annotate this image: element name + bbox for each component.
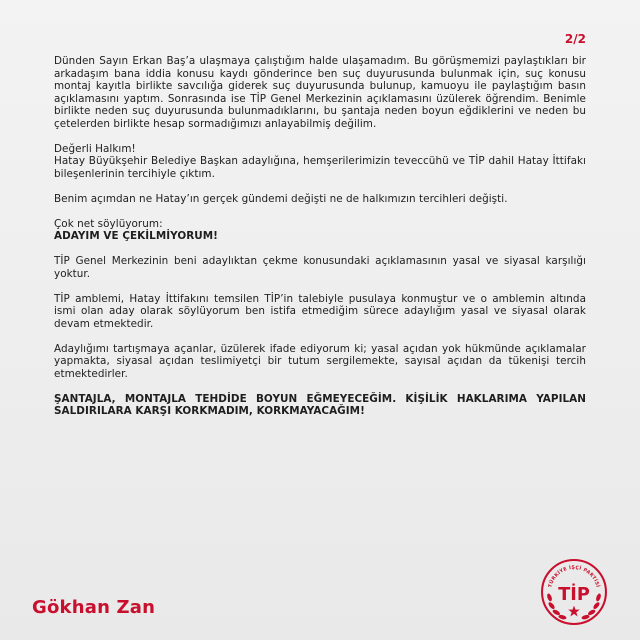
paragraph-emblem: TİP amblemi, Hatay İttifakını temsilen TİP’in talebiyle pusulaya konmuştur ve o amblemin altında ismi olan aday olarak söylüyorum ben istifa etmediğim sürece adaylığım yasal ve siyasal olarak devam etmektedir. xyxy=(54,292,586,330)
paragraph-agenda: Benim açımdan ne Hatay’ın gerçek gündemi değişti ne de halkımızın tercihleri değişti. xyxy=(54,192,508,205)
paragraph-declaration xyxy=(54,218,586,243)
paragraph-legal: TİP Genel Merkezinin beni adaylıktan çekme konusundaki açıklamasının yasal ve siyasal karşılığı yoktur. xyxy=(54,255,586,280)
logo-wordmark: TİP xyxy=(558,585,590,606)
paragraph-intro: Dünden Sayın Erkan Baş’a ulaşmaya çalıştığım halde ulaşamadım. Bu görüşmemizi paylaştıkları bir arkadaşım bana iddia konusu kaydı gönderince ben suç duyurusunda bulunmak için, suç konusu montaj kayıtla birlikte savcılığa giderek suç duyurusunda bulunup, kamuoyu ile paylaştığım basın açıklamasını yaptım. Sonrasında ise TİP Genel Merkezinin açıklamasını üzülerek öğrendim. Benimle birlikte neden suç duyurusunda bulunmadıklarını, bu şantaja neden boyun eğdiklerini ve neden bu çetelerden birlikte hesap sormadığımızı anlayabilmiş değilim. xyxy=(54,55,586,130)
paragraph-greeting xyxy=(54,143,586,181)
signature-name: Gökhan Zan xyxy=(32,597,156,618)
page-indicator: 2/2 xyxy=(564,32,586,46)
greeting-line: Değerli Halkım! xyxy=(54,142,136,155)
paragraph-critics: Adaylığımı tartışmaya açanlar, üzülerek ifade ediyorum ki; yasal açıdan yok hükmünde açıklamalar yapmakta, siyasal açıdan teslimiyetçi bir tutum sergilemekte, sayısal açıdan da tükenişi tercih etmektedirler. xyxy=(54,342,586,380)
greeting-body: Hatay Büyükşehir Belediye Başkan adaylığına, hemşerilerimizin teveccühü ve TİP dahil Hatay İttifakı bileşenlerinin tercihiyle çıktım. xyxy=(54,155,586,180)
declaration-emphasis: ADAYIM VE ÇEKİLMİYORUM! xyxy=(54,230,218,242)
paragraph-closing: ŞANTAJLA, MONTAJLA TEHDİDE BOYUN EĞMEYECEĞİM. KİŞİLİK HAKLARIMA YAPILAN SALDIRILARA KARŞI KORKMADIM, KORKMAYACAĞIM! xyxy=(54,392,586,417)
logo-ring-text: TÜRKİYE İŞÇİ PARTİSİ xyxy=(548,565,600,589)
tip-party-emblem-icon xyxy=(540,558,608,626)
letter-body xyxy=(54,55,586,418)
declaration-lead: Çok net söylüyorum: xyxy=(54,217,163,230)
